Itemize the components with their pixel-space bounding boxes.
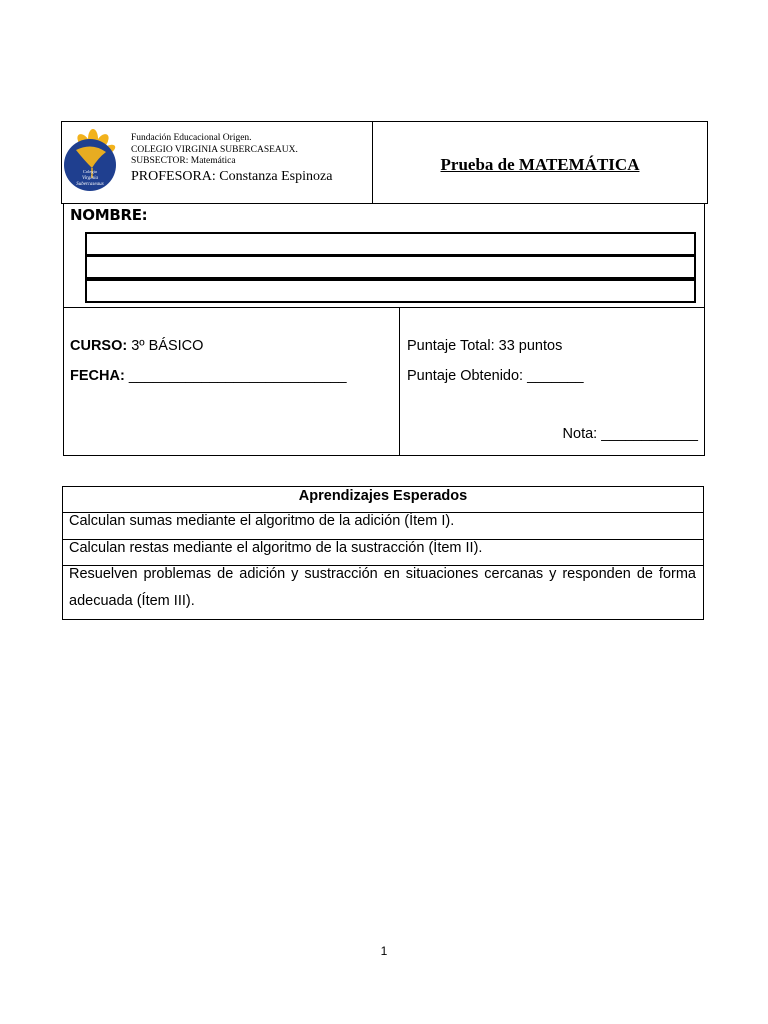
date-label: FECHA: <box>70 368 125 384</box>
name-field-3[interactable] <box>85 279 696 303</box>
table-row: Calculan restas mediante el algoritmo de la sustracción (Ítem II). <box>69 540 483 556</box>
school-logo <box>62 128 120 194</box>
name-label: NOMBRE: <box>70 206 148 224</box>
course-label: CURSO: <box>70 338 128 354</box>
test-title: Prueba de MATEMÁTICA <box>440 155 640 174</box>
grade[interactable]: Nota: ____________ <box>562 426 698 442</box>
foundation-name: Fundación Educacional Origen. <box>131 133 252 143</box>
logo-text-3: Subercaseaux <box>76 182 104 187</box>
table-row: Calculan sumas mediante el algoritmo de la adición (Ítem I). <box>69 513 455 529</box>
total-score: Puntaje Total: 33 puntos <box>407 338 563 354</box>
teacher-line: PROFESORA: Constanza Espinoza <box>131 169 333 184</box>
learning-header: Aprendizajes Esperados <box>298 488 468 504</box>
course-value: 3º BÁSICO <box>131 338 204 354</box>
date-field[interactable]: ___________________________ <box>128 368 347 384</box>
obtained-score[interactable]: Puntaje Obtenido: _______ <box>407 368 584 384</box>
school-name: COLEGIO VIRGINIA SUBERCASEAUX. <box>131 144 298 155</box>
page-number: 1 <box>380 944 388 958</box>
name-field-1[interactable] <box>85 232 696 256</box>
school-info <box>131 133 371 168</box>
course-line <box>70 337 203 355</box>
logo-text-2: Virginia <box>81 176 99 181</box>
subject-line: SUBSECTOR: Matemática <box>131 156 236 166</box>
table-row: Resuelven problemas de adición y sustracción en situaciones cercanas y responden de forma adecuada (Ítem III). <box>69 566 696 609</box>
logo-text-1: Colegio <box>82 169 98 174</box>
date-line <box>70 367 347 385</box>
name-field-2[interactable] <box>85 255 696 279</box>
